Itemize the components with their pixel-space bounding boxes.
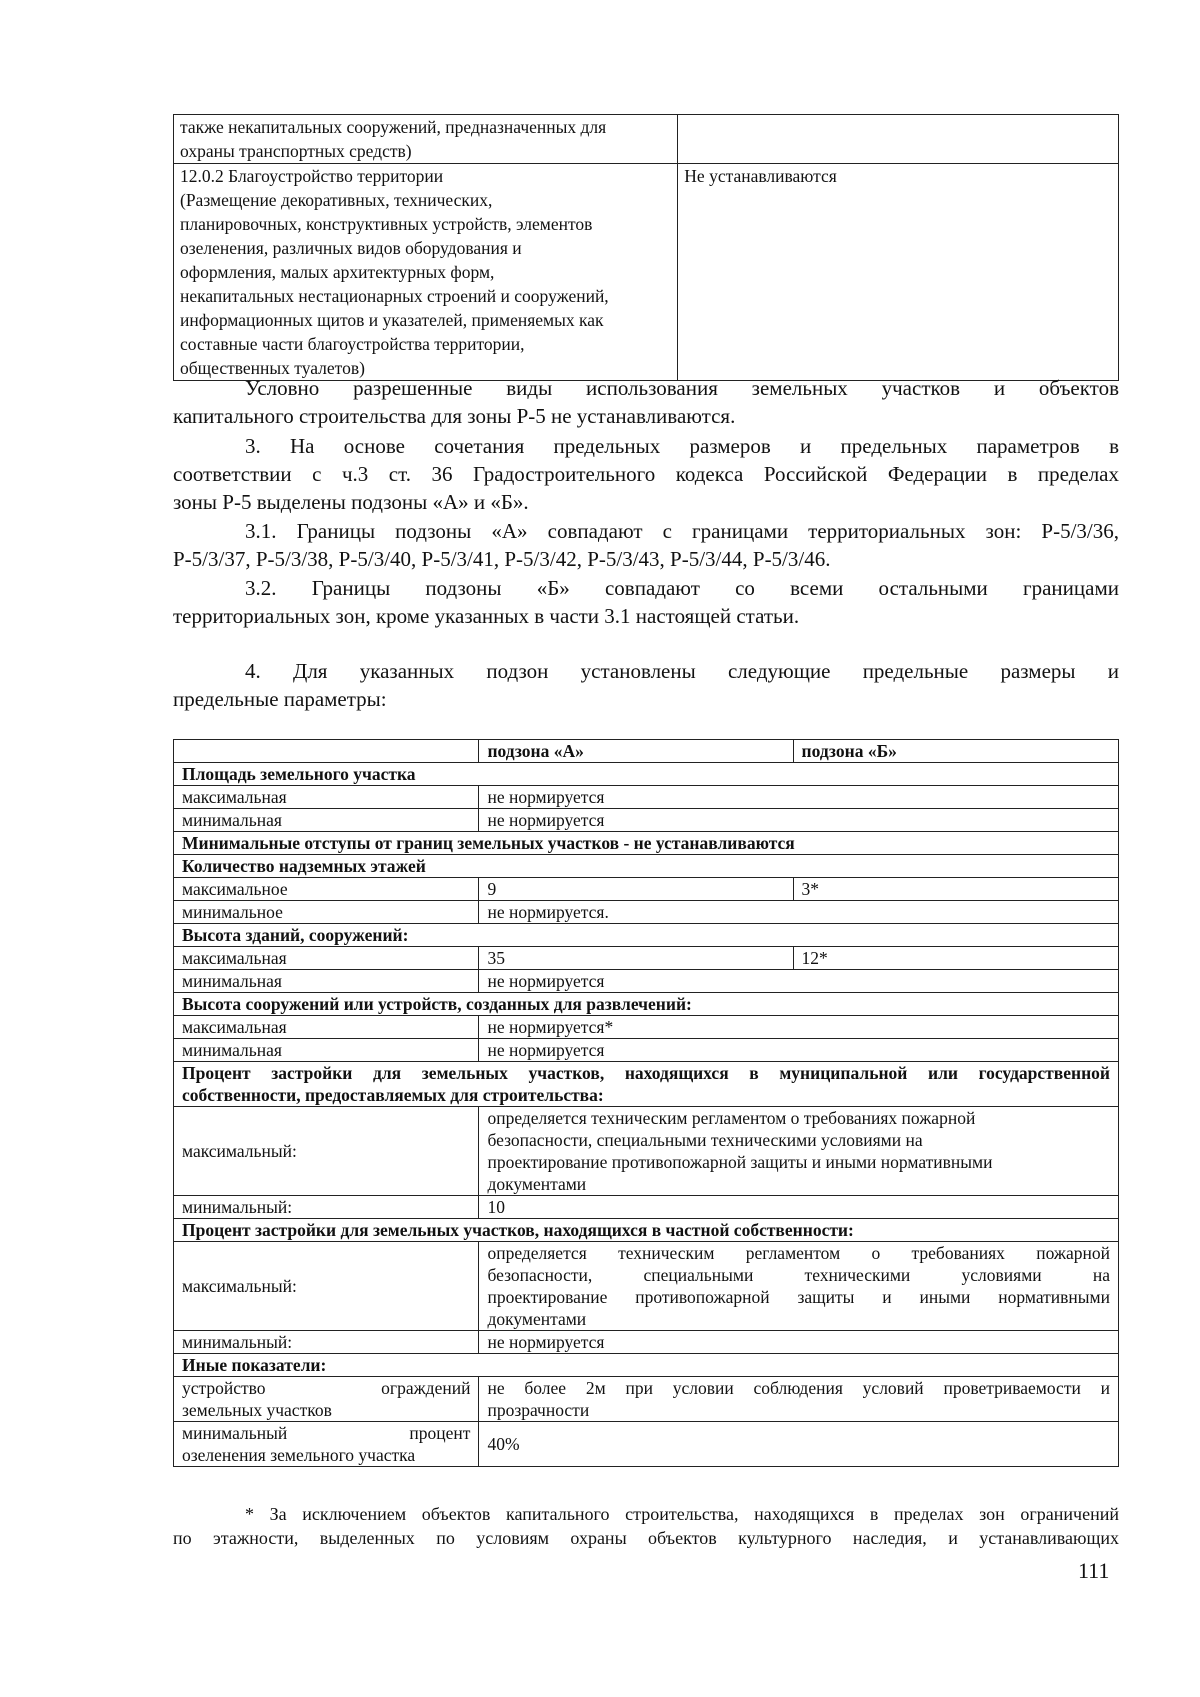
paragraph-line: Р-5/3/37, Р-5/3/38, Р-5/3/40, Р-5/3/41, Р-5/3/42, Р-5/3/43, Р-5/3/44, Р-5/3/46. [173, 547, 831, 571]
row-value: не нормируется. [479, 901, 1119, 924]
footnote-line: * За исключением объектов капитального строительства, находящихся в пределах зон ограничений [245, 1504, 1119, 1524]
value-line: проектирование противопожарной защиты и иными нормативными [487, 1287, 1110, 1307]
table-row [174, 1016, 1119, 1039]
row-label: максимальная [174, 786, 479, 809]
page-number: 111 [1078, 1558, 1110, 1583]
value-line: определяется техническим регламентом о требованиях пожарной [487, 1108, 976, 1128]
table-row [174, 878, 1119, 901]
header-cell-subzone-b: подзона «Б» [793, 740, 1118, 763]
section-title: Количество надземных этажей [174, 855, 1119, 878]
paragraph-line: 3. На основе сочетания предельных размеров и предельных параметров в [245, 434, 1119, 458]
row-value: не нормируется [479, 1331, 1119, 1354]
cell-text-line: планировочных, конструктивных устройств, элементов [180, 214, 593, 234]
value-line: проектирование противопожарной защиты и иными нормативными [487, 1152, 993, 1172]
row-value [479, 1242, 1119, 1331]
table-row [174, 786, 1119, 809]
section-row [174, 1354, 1119, 1377]
row-value-b: 12* [793, 947, 1118, 970]
table-row [174, 1242, 1119, 1331]
cell-text-line: охраны транспортных средств) [180, 141, 412, 161]
row-value-b: 3* [793, 878, 1118, 901]
table-row [174, 1377, 1119, 1422]
row-label [174, 1422, 479, 1467]
value-line: определяется техническим регламентом о требованиях пожарной [487, 1243, 1110, 1263]
row-value: не нормируется* [479, 1016, 1119, 1039]
row-value: не нормируется [479, 1039, 1119, 1062]
value-line: безопасности, специальными техническими условиями на [487, 1130, 923, 1150]
section-title: Высота сооружений или устройств, созданных для развлечений: [174, 993, 1119, 1016]
row-value-a: 9 [479, 878, 793, 901]
table-row [174, 809, 1119, 832]
row-label: максимальный: [174, 1107, 479, 1196]
section-title: Минимальные отступы от границ земельных участков - не устанавливаются [174, 832, 1119, 855]
value-line: документами [487, 1174, 587, 1194]
table-row [174, 164, 1119, 381]
row-label [174, 1377, 479, 1422]
label-line: устройство ограждений [182, 1378, 471, 1398]
table-row [174, 115, 1119, 164]
label-line: озеленения земельного участка [182, 1445, 416, 1465]
paragraph-subzones [173, 432, 1119, 516]
cell-text-line: (Размещение декоративных, технических, [180, 190, 493, 210]
row-label: минимальный: [174, 1196, 479, 1219]
section-title: Процент застройки для земельных участков, находящихся в частной собственности: [174, 1219, 1119, 1242]
table-cell: Не устанавливаются [678, 164, 1119, 381]
paragraph-line: территориальных зон, кроме указанных в части 3.1 настоящей статьи. [173, 604, 800, 628]
label-line: минимальный процент [182, 1423, 471, 1443]
value-line: не более 2м при условии соблюдения условий проветриваемости и [487, 1378, 1110, 1398]
row-value: не нормируется [479, 786, 1119, 809]
row-value [479, 1377, 1119, 1422]
paragraph-line: 3.1. Границы подзоны «А» совпадают с границами территориальных зон: Р-5/3/36, [245, 519, 1119, 543]
paragraph-conditional-uses [173, 374, 1119, 430]
table-row [174, 1196, 1119, 1219]
paragraph-subzone-a [173, 517, 1119, 573]
row-value-a: 35 [479, 947, 793, 970]
table-row [174, 1331, 1119, 1354]
permitted-uses-table [173, 114, 1119, 381]
paragraph-parameters-intro [173, 657, 1119, 713]
row-label: минимальная [174, 809, 479, 832]
section-title-line: Процент застройки для земельных участков, находящихся в муниципальной или государственной [182, 1063, 1110, 1083]
table-row [174, 1422, 1119, 1467]
row-label: минимальная [174, 1039, 479, 1062]
paragraph-subzone-b [173, 574, 1119, 630]
cell-text-line: информационных щитов и указателей, применяемых как [180, 310, 604, 330]
header-cell-subzone-a: подзона «А» [479, 740, 793, 763]
value-line: документами [487, 1309, 587, 1329]
table-row [174, 1039, 1119, 1062]
table-row [174, 970, 1119, 993]
row-label: минимальное [174, 901, 479, 924]
value-line: прозрачности [487, 1400, 590, 1420]
paragraph-line: 3.2. Границы подзоны «Б» совпадают со всеми остальными границами [245, 576, 1119, 600]
paragraph-line: Условно разрешенные виды использования земельных участков и объектов [245, 376, 1119, 400]
section-row [174, 855, 1119, 878]
paragraph-line: предельные параметры: [173, 687, 387, 711]
row-value: 10 [479, 1196, 1119, 1219]
paragraph-line: соответствии с ч.3 ст. 36 Градостроительного кодекса Российской Федерации в пределах [173, 462, 1119, 486]
row-label: максимальная [174, 947, 479, 970]
label-line: земельных участков [182, 1400, 332, 1420]
cell-text-line: также некапитальных сооружений, предназначенных для [180, 117, 607, 137]
cell-text-line: составные части благоустройства территории, [180, 334, 525, 354]
parameters-table [173, 739, 1119, 1467]
cell-text-line: общественных туалетов) [180, 358, 365, 378]
section-row [174, 1062, 1119, 1107]
row-label: максимальный: [174, 1242, 479, 1331]
cell-text-line: 12.0.2 Благоустройство территории [180, 166, 444, 186]
table-row [174, 947, 1119, 970]
table-cell [174, 115, 678, 164]
row-value [479, 1107, 1119, 1196]
paragraph-line: капитального строительства для зоны Р-5 не устанавливаются. [173, 404, 736, 428]
cell-text-line: некапитальных нестационарных строений и сооружений, [180, 286, 609, 306]
footnote [173, 1502, 1119, 1550]
section-title: Площадь земельного участка [174, 763, 1119, 786]
row-label: минимальный: [174, 1331, 479, 1354]
row-label: максимальное [174, 878, 479, 901]
section-row [174, 993, 1119, 1016]
row-value: 40% [479, 1422, 1119, 1467]
section-title: Высота зданий, сооружений: [174, 924, 1119, 947]
cell-text-line: озеленения, различных видов оборудования и [180, 238, 522, 258]
section-row [174, 924, 1119, 947]
section-title-line: собственности, предоставляемых для строительства: [182, 1085, 604, 1105]
row-value: не нормируется [479, 809, 1119, 832]
table-cell [174, 164, 678, 381]
table-cell [678, 115, 1119, 164]
row-value: не нормируется [479, 970, 1119, 993]
row-label: минимальная [174, 970, 479, 993]
table-header-row [174, 740, 1119, 763]
value-line: безопасности, специальными техническими условиями на [487, 1265, 1110, 1285]
paragraph-line: 4. Для указанных подзон установлены следующие предельные размеры и [245, 659, 1119, 683]
row-label: максимальная [174, 1016, 479, 1039]
section-title: Иные показатели: [174, 1354, 1119, 1377]
table-row [174, 901, 1119, 924]
paragraph-line: зоны Р-5 выделены подзоны «А» и «Б». [173, 490, 529, 514]
section-row [174, 832, 1119, 855]
table-row [174, 1107, 1119, 1196]
section-title [174, 1062, 1119, 1107]
section-row [174, 1219, 1119, 1242]
section-row [174, 763, 1119, 786]
header-cell-empty [174, 740, 479, 763]
cell-text-line: оформления, малых архитектурных форм, [180, 262, 495, 282]
footnote-line: по этажности, выделенных по условиям охраны объектов культурного наследия, и устанавливающих [173, 1528, 1119, 1548]
